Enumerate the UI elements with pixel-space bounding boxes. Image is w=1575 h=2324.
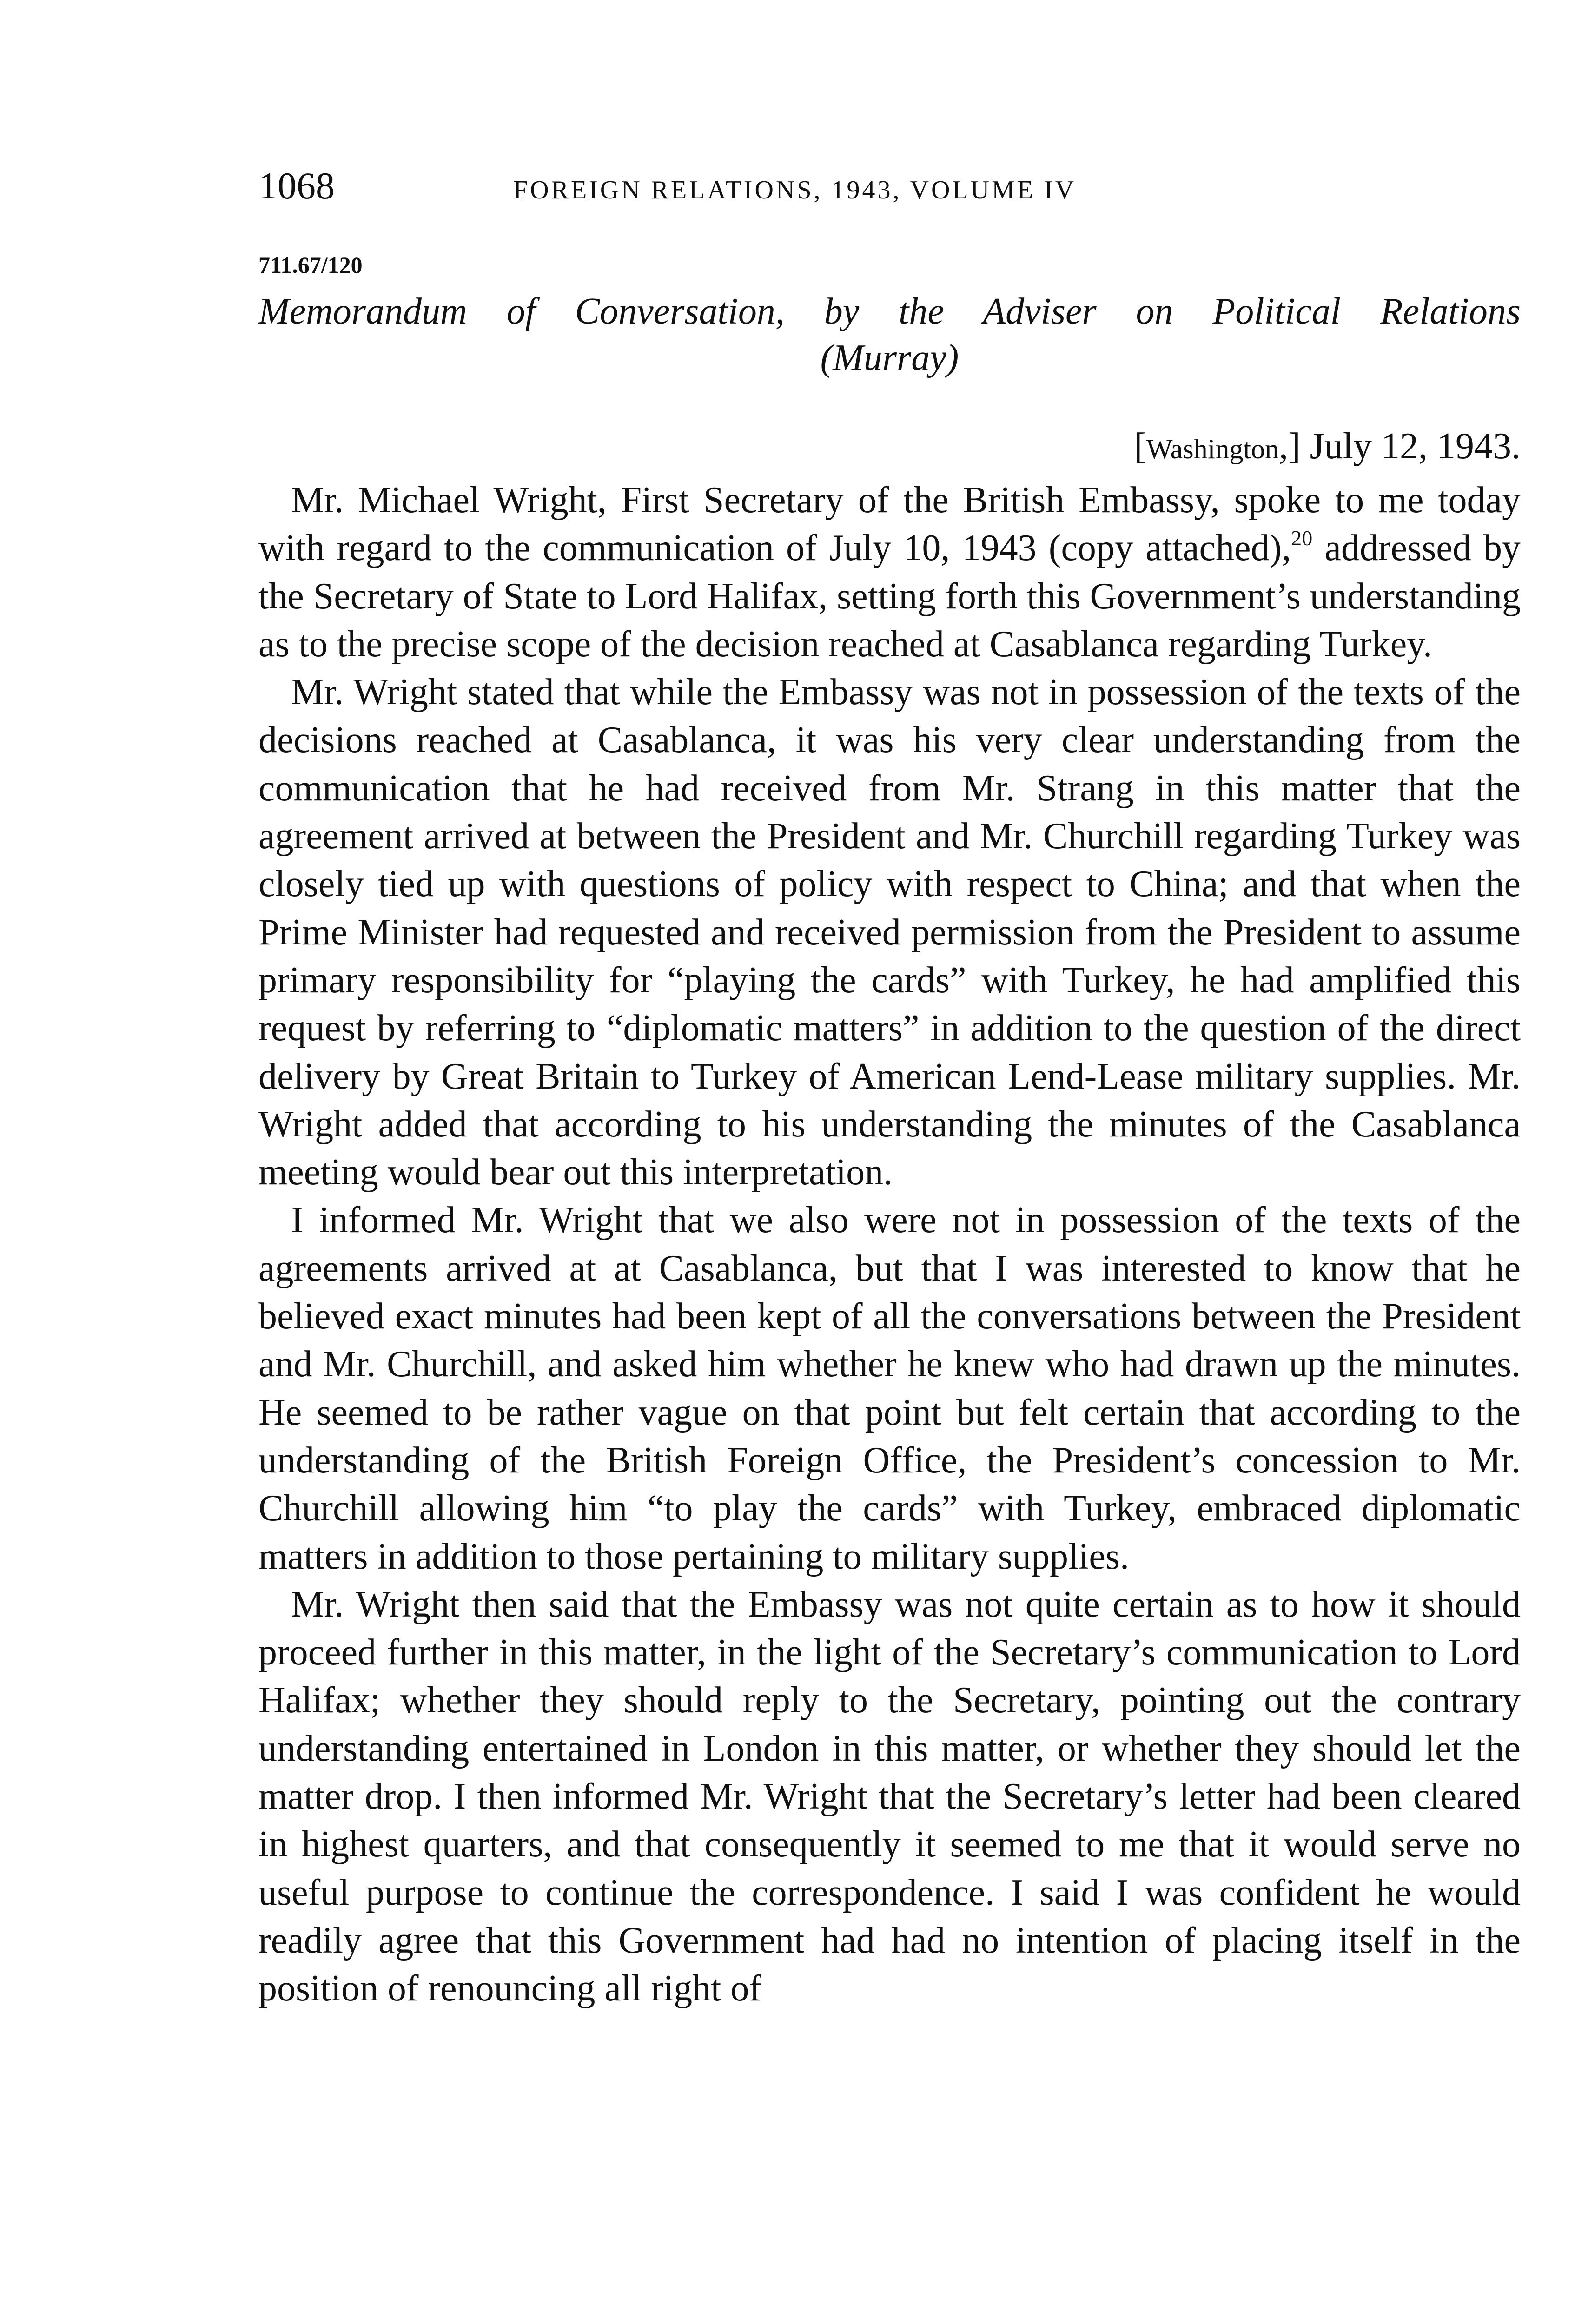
paragraph-3: I informed Mr. Wright that we also were not in possession of the texts of the agreements arrived at at Casablanca, but that I was interested to know that he believed exact minutes had been kept of all the conversations between the President and Mr. Churchill, and asked him whether he knew who had drawn up the minutes. He seemed to be rather vague on that point but felt certain that according to the understanding of the British Foreign Office, the President’s concession to Mr. Churchill allowing him “to play the cards” with Turkey, embraced diplomatic matters in addition to those pertaining to military supplies.: [258, 1200, 1521, 1577]
file-number: 711.67/120: [258, 252, 363, 278]
title-line-2: (Murray): [820, 337, 959, 378]
paragraph-1-text-b: addressed by the Secretary of State to Lord Halifax, setting forth this Government’s understanding as to the precise scope of the decision reached at Casablanca regarding Turkey.: [258, 528, 1521, 665]
title-line-1: Memorandum of Conversation, by the Adviser on Political Relations: [258, 291, 1521, 332]
paragraph-2: Mr. Wright stated that while the Embassy was not in possession of the texts of the decisions reached at Casablanca, it was his very clear understanding from the communication that he had received from Mr. Strang in this matter that the agreement arrived at between the President and Mr. Churchill regarding Turkey was closely tied up with questions of policy with respect to China; and that when the Prime Minister had requested and received permission from the President to assume primary responsibility for “playing the cards” with Turkey, he had amplified this request by referring to “diplomatic matters” in addition to the question of the direct delivery by Great Britain to Turkey of American Lend-Lease military supplies. Mr. Wright added that according to his understanding the minutes of the Casablanca meeting would bear out this interpretation.: [258, 672, 1521, 1193]
paragraph-1: [258, 476, 1521, 668]
footnote-reference: 20: [1291, 526, 1313, 550]
memorandum-body: [258, 476, 1521, 2013]
paragraph-4: Mr. Wright then said that the Embassy was not quite certain as to how it should proceed further in this matter, in the light of the Secretary’s communication to Lord Halifax; whether they should reply to the Secretary, pointing out the contrary understanding entertained in London in this matter, or whether they should let the matter drop. I then informed Mr. Wright that the Secretary’s letter had been cleared in highest quarters, and that consequently it seemed to me that it would serve no useful purpose to continue the correspondence. I said I was confident he would readily agree that this Government had had no intention of placing itself in the position of renouncing all right of: [258, 1584, 1521, 2009]
document-title: [258, 288, 1521, 381]
running-title: FOREIGN RELATIONS, 1943, VOLUME IV: [513, 176, 1077, 205]
paragraph-1-text-a: Mr. Michael Wright, First Secretary of the British Embassy, spoke to me today with regard to the communication of July 10, 1943 (copy attached),: [258, 480, 1521, 569]
page-header: [258, 163, 1309, 218]
place: Washington: [1146, 434, 1279, 464]
page-number: 1068: [258, 165, 335, 207]
date: July 12, 1943.: [1310, 426, 1521, 467]
place-date-line: [Washington,] July 12, 1943.: [1134, 426, 1521, 467]
